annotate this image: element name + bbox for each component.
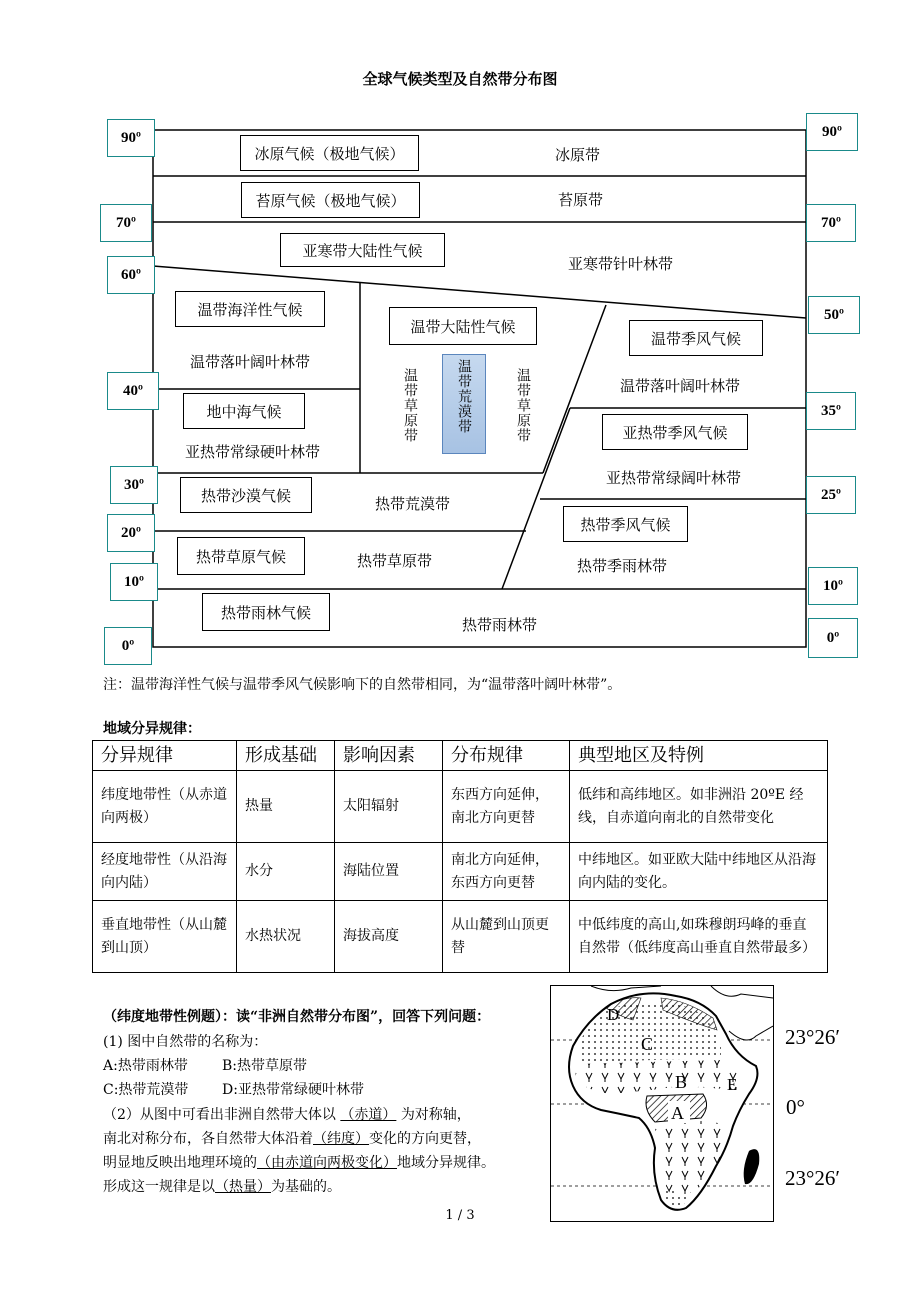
law-heading: 地域分异规律： <box>103 721 201 737</box>
table-row <box>93 843 828 901</box>
law-table <box>92 740 828 973</box>
lat-label-35-right: 35º <box>806 392 856 430</box>
zone-tropical-rainforest: 热带雨林带 <box>462 616 538 634</box>
map-label-a: A <box>671 1103 684 1123</box>
table-cell: 垂直地带性（从山麓到山顶） <box>93 901 237 973</box>
zone-taiga: 亚寒带针叶林带 <box>568 255 674 273</box>
table-header: 形成基础 <box>237 741 335 771</box>
lat-label-30-left: 30º <box>110 466 158 504</box>
table-cell: 经度地带性（从沿海向内陆） <box>93 843 237 901</box>
lat-label-50-right: 50º <box>808 296 860 334</box>
q2-text: （2）从图中可看出非洲自然带大体以 <box>103 1107 336 1123</box>
table-cell: 南北方向延伸，东西方向更替 <box>443 843 570 901</box>
zone-temperate-deciduous-left: 温带落叶阔叶林带 <box>190 353 311 371</box>
example-heading: （纬度地带性例题）：读“非洲自然带分布图”，回答下列问题： <box>103 1009 491 1025</box>
map-label-d: D <box>607 1005 620 1024</box>
q2-text: 形成这一规律是以 <box>103 1179 215 1195</box>
question-2-line-3 <box>103 1152 495 1172</box>
table-cell: 海陆位置 <box>335 843 443 901</box>
map-lat-equator: 0° <box>786 1095 805 1119</box>
lat-label-25-right: 25º <box>806 476 856 514</box>
q2-answer-latitude: （纬度） <box>313 1131 369 1147</box>
zone-temperate-desert: 温带荒漠带 <box>456 359 472 434</box>
q2-text: 变化的方向更替， <box>369 1131 481 1147</box>
question-1: (1) 图中自然带的名称为： <box>103 1034 268 1050</box>
climate-mediterranean: 地中海气候 <box>183 393 305 429</box>
table-cell: 低纬和高纬地区。如非洲沿 20ºE 经线，自赤道向南北的自然带变化 <box>570 771 828 843</box>
lat-label-60-left: 60º <box>107 256 155 294</box>
q2-answer-heat: （热量） <box>215 1179 271 1195</box>
diagram-note: 注：温带海洋性气候与温带季风气候影响下的自然带相同，为“温带落叶阔叶林带”。 <box>103 677 622 693</box>
table-header: 影响因素 <box>335 741 443 771</box>
map-label-c: C <box>641 1034 654 1054</box>
climate-tropical-rainforest: 热带雨林气候 <box>202 593 330 631</box>
table-row <box>93 901 828 973</box>
table-cell: 水分 <box>237 843 335 901</box>
q2-text: 为对称轴， <box>400 1107 471 1123</box>
zone-ice: 冰原带 <box>555 146 601 164</box>
table-cell: 水热状况 <box>237 901 335 973</box>
africa-map-drawing <box>551 986 773 1221</box>
zone-temperate-deciduous-right: 温带落叶阔叶林带 <box>620 377 741 395</box>
climate-tundra: 苔原气候（极地气候） <box>241 182 420 218</box>
q2-answer-equator: （赤道） <box>340 1107 397 1123</box>
zone-temperate-steppe-right: 温带草原带 <box>515 368 531 443</box>
q2-text: 南北对称分布，各自然带大体沿着 <box>103 1131 313 1147</box>
page-number: 1 / 3 <box>445 1208 475 1223</box>
climate-subtropical-monsoon: 亚热带季风气候 <box>602 414 748 450</box>
table-header: 分布规律 <box>443 741 570 771</box>
table-cell: 太阳辐射 <box>335 771 443 843</box>
climate-tropical-savanna: 热带草原气候 <box>177 537 305 575</box>
zone-sclerophyll: 亚热带常绿硬叶林带 <box>185 443 321 461</box>
q2-text: 明显地反映出地理环境的 <box>103 1155 257 1171</box>
lat-label-0-right: 0º <box>808 618 858 658</box>
climate-temperate-continental: 温带大陆性气候 <box>389 307 537 345</box>
lat-label-0-left: 0º <box>104 627 152 665</box>
table-cell: 东西方向延伸，南北方向更替 <box>443 771 570 843</box>
climate-tropical-desert: 热带沙漠气候 <box>180 477 312 513</box>
option-d: D:亚热带常绿硬叶林带 <box>222 1082 364 1098</box>
lat-label-40-left: 40º <box>107 372 159 410</box>
zone-temperate-desert-box <box>442 354 486 454</box>
climate-temperate-monsoon: 温带季风气候 <box>629 320 763 356</box>
q2-text: 为基础的。 <box>271 1179 341 1195</box>
climate-ice: 冰原气候（极地气候） <box>240 135 419 171</box>
lat-label-10-left: 10º <box>110 563 158 601</box>
page-title: 全球气候类型及自然带分布图 <box>362 70 558 88</box>
table-header: 典型地区及特例 <box>570 741 828 771</box>
table-cell: 海拔高度 <box>335 901 443 973</box>
table-cell: 中纬地区。如亚欧大陆中纬地区从沿海向内陆的变化。 <box>570 843 828 901</box>
lat-label-20-left: 20º <box>107 514 155 552</box>
climate-temperate-maritime: 温带海洋性气候 <box>175 291 325 327</box>
table-header-row <box>93 741 828 771</box>
question-2-line-4 <box>103 1176 341 1196</box>
lat-label-90-right: 90º <box>806 113 858 151</box>
zone-tropical-savanna: 热带草原带 <box>357 552 433 570</box>
lat-label-10-right: 10º <box>808 567 858 605</box>
table-row <box>93 771 828 843</box>
zone-tropical-monsoon: 热带季雨林带 <box>577 557 668 575</box>
table-header: 分异规律 <box>93 741 237 771</box>
question-2-line-1 <box>103 1104 471 1124</box>
table-cell: 从山麓到山顶更替 <box>443 901 570 973</box>
climate-tropical-monsoon: 热带季风气候 <box>563 506 688 542</box>
lat-label-70-left: 70º <box>100 204 152 242</box>
lat-label-70-right: 70º <box>806 204 856 242</box>
zone-temperate-steppe-left: 温带草原带 <box>402 368 418 443</box>
table-cell: 纬度地带性（从赤道向两极） <box>93 771 237 843</box>
option-b: B:热带草原带 <box>222 1058 308 1074</box>
map-label-e: E <box>727 1075 738 1094</box>
climate-subarctic: 亚寒带大陆性气候 <box>280 233 445 267</box>
africa-map <box>550 985 774 1222</box>
map-lat-tropic-cancer: 23°26′ <box>785 1025 840 1049</box>
map-label-b: B <box>675 1072 688 1092</box>
q2-text: 地域分异规律。 <box>397 1155 495 1171</box>
zone-subtropical-evergreen: 亚热带常绿阔叶林带 <box>606 469 742 487</box>
option-a: A:热带雨林带 <box>103 1058 188 1074</box>
zone-tropical-desert: 热带荒漠带 <box>375 495 451 513</box>
lat-label-90-left: 90º <box>107 119 155 157</box>
q2-answer-direction: （由赤道向两极变化） <box>257 1155 397 1171</box>
question-2-line-2 <box>103 1128 481 1148</box>
table-cell: 中低纬度的高山,如珠穆朗玛峰的垂直自然带（低纬度高山垂直自然带最多） <box>570 901 828 973</box>
map-lat-tropic-capricorn: 23°26′ <box>785 1166 840 1190</box>
table-cell: 热量 <box>237 771 335 843</box>
zone-tundra: 苔原带 <box>558 191 604 209</box>
option-c: C:热带荒漠带 <box>103 1082 189 1098</box>
